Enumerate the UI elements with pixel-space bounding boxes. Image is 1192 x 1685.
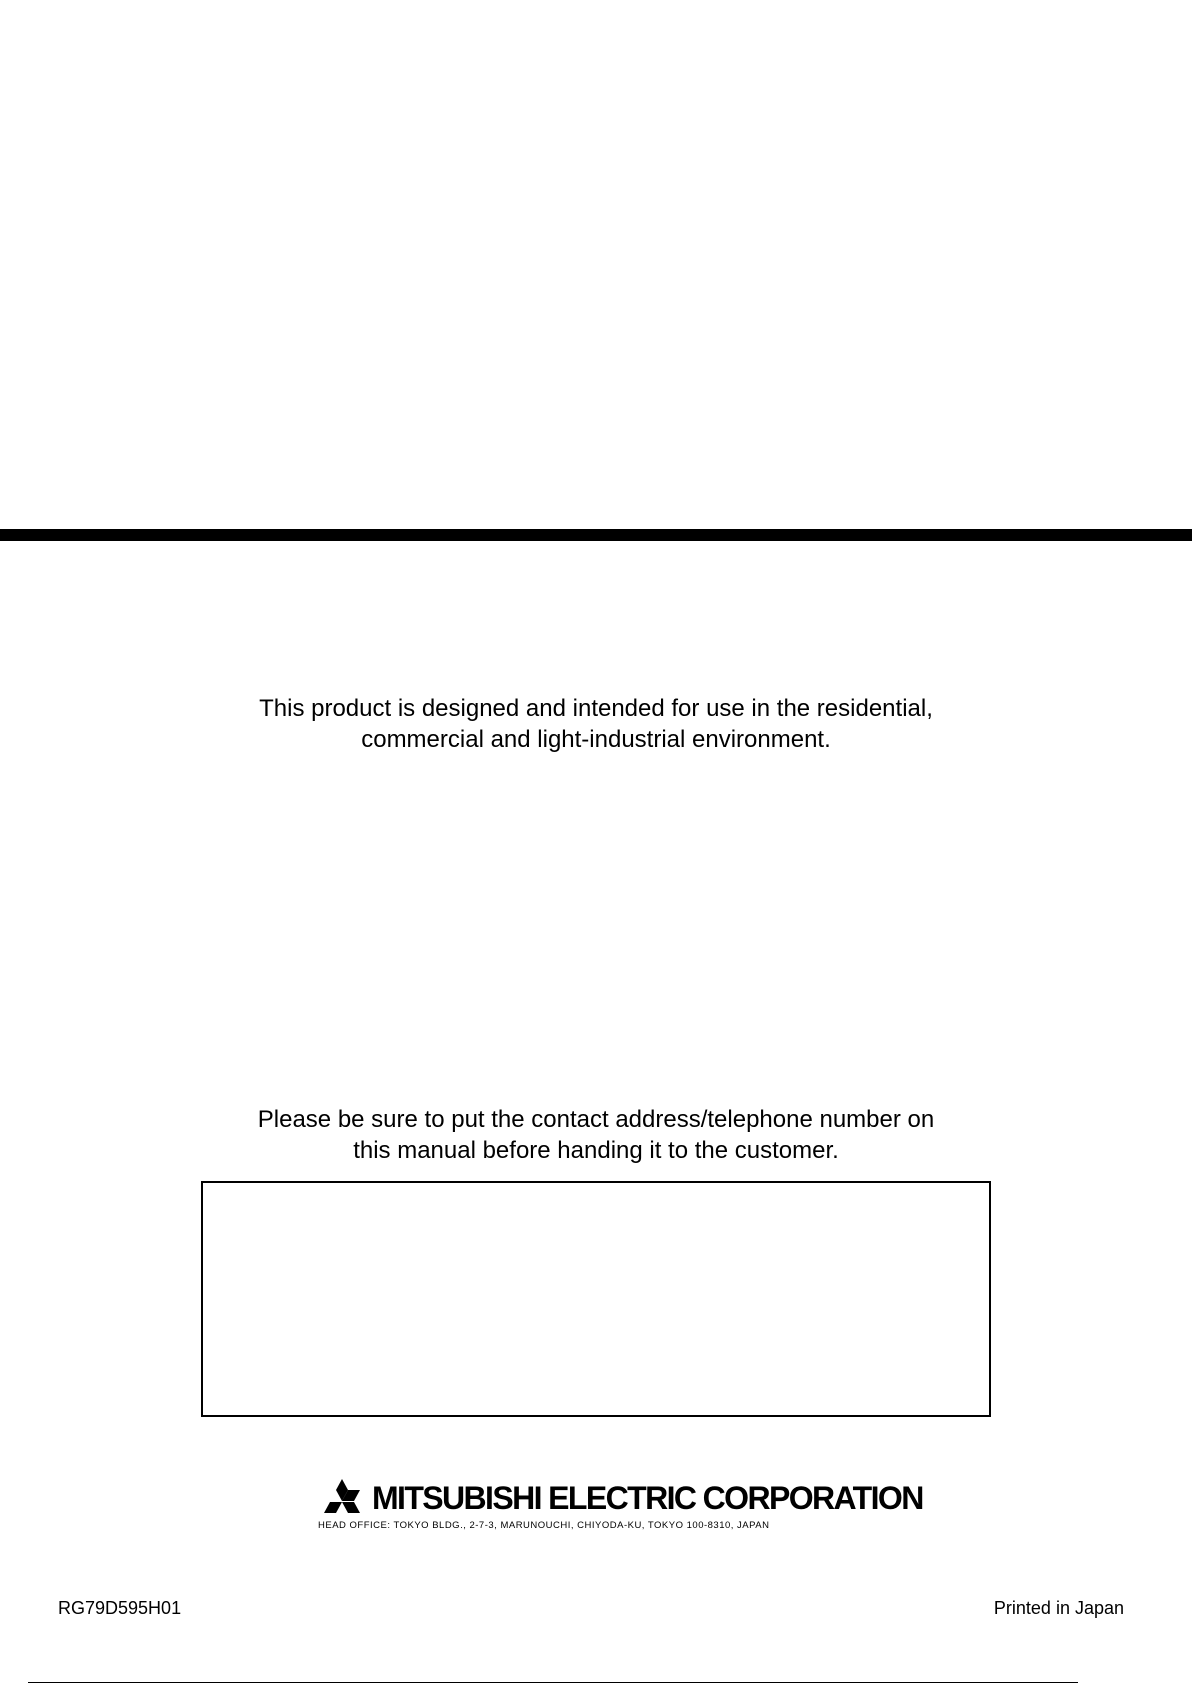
bottom-divider-line [28, 1682, 1078, 1683]
usage-notice [0, 693, 1192, 755]
printed-in-label: Printed in Japan [993, 1598, 1124, 1618]
company-logo [318, 1478, 923, 1518]
contact-notice [0, 1104, 1192, 1166]
document-code: RG79D595H01 [58, 1598, 182, 1618]
contact-notice-line-1: Please be sure to put the contact address/telephone number on [257, 1106, 935, 1133]
usage-notice-line-2: commercial and light-industrial environment. [361, 726, 831, 753]
three-diamonds-icon [318, 1478, 366, 1518]
contact-address-box [201, 1181, 991, 1417]
usage-notice-line-1: This product is designed and intended for use in the residential, [259, 695, 933, 722]
top-divider-bar [0, 529, 1192, 541]
company-name: MITSUBISHI ELECTRIC CORPORATION [372, 1480, 923, 1516]
contact-notice-line-2: this manual before handing it to the customer. [353, 1137, 839, 1164]
head-office-address: HEAD OFFICE: TOKYO BLDG., 2-7-3, MARUNOUCHI, CHIYODA-KU, TOKYO 100-8310, JAPAN [318, 1520, 770, 1531]
